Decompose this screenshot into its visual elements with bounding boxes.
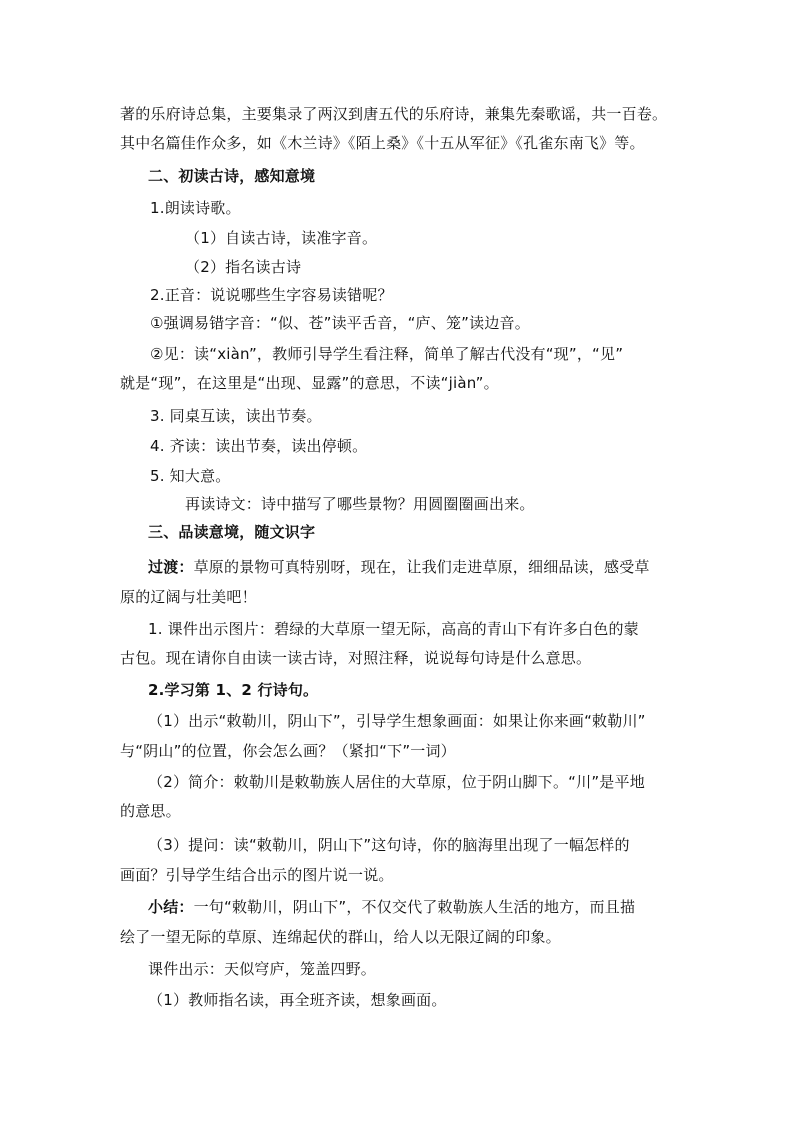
section-heading: 二、初读古诗，感知意境 bbox=[148, 167, 316, 185]
text-line: （1）教师指名读，再全班齐读，想象画面。 bbox=[148, 991, 447, 1009]
text-line: 画面？引导学生结合出示的图片说一说。 bbox=[120, 866, 394, 884]
text-line: 其中名篇佳作众多，如《木兰诗》《陌上桑》《十五从军征》《孔雀东南飞》等。 bbox=[120, 134, 645, 152]
text-line: 古包。现在请你自由读一读古诗，对照注释，说说每句诗是什么意思。 bbox=[120, 649, 592, 667]
text-line: 原的辽阔与壮美吧！ bbox=[120, 588, 257, 606]
text-line: 与“阴山”的位置，你会怎么画？（紧扣“下”一词） bbox=[120, 742, 456, 760]
text-line: 著的乐府诗总集，主要集录了两汉到唐五代的乐府诗，兼集先秦歌谣，共一百卷。 bbox=[120, 105, 668, 123]
text-line: 5. 知大意。 bbox=[150, 467, 231, 485]
text-line: 再读诗文：诗中描写了哪些景物？用圆圈圈画出来。 bbox=[185, 495, 535, 513]
text-line: ②见：读“xiàn”，教师引导学生看注释，简单了解古代没有“现”，“见” bbox=[150, 345, 624, 363]
subsection-heading: 2.学习第 1、2 行诗句。 bbox=[148, 681, 319, 699]
text-line: ①强调易错字音：“似、苍”读平舌音，“庐、笼”读边音。 bbox=[150, 314, 530, 332]
text-line: （2）指名读古诗 bbox=[185, 258, 302, 276]
text-line: 就是“现”，在这里是“出现、显露”的意思，不读“jiàn”。 bbox=[120, 374, 499, 392]
text-line bbox=[148, 557, 650, 577]
text-line: 4. 齐读：读出节奏，读出停顿。 bbox=[150, 437, 368, 455]
text-line: 2.正音：说说哪些生字容易读错呢？ bbox=[150, 286, 393, 304]
section-heading: 三、品读意境，随文识字 bbox=[148, 523, 316, 541]
transition-text: 草原的景物可真特别呀，现在，让我们走进草原，细细品读，感受草 bbox=[193, 558, 650, 576]
summary-text: 一句“敕勒川，阴山下”，不仅交代了敕勒族人生活的地方，而且描 bbox=[193, 898, 636, 916]
text-line: 课件出示：天似穹庐，笼盖四野。 bbox=[148, 960, 377, 978]
text-line bbox=[148, 897, 635, 917]
text-line: （1）自读古诗，读准字音。 bbox=[185, 229, 378, 247]
text-line: 1.朗读诗歌。 bbox=[150, 199, 241, 217]
text-line: （3）提问：读“敕勒川，阴山下”这句诗，你的脑海里出现了一幅怎样的 bbox=[148, 836, 630, 854]
text-line: 的意思。 bbox=[120, 802, 181, 820]
text-line: （2）简介：敕勒川是敕勒族人居住的大草原，位于阴山脚下。“川”是平地 bbox=[148, 773, 645, 791]
text-line: 1. 课件出示图片：碧绿的大草原一望无际，高高的青山下有许多白色的蒙 bbox=[148, 620, 639, 638]
summary-label: 小结： bbox=[148, 898, 194, 916]
text-line: 绘了一望无际的草原、连绵起伏的群山，给人以无限辽阔的印象。 bbox=[120, 928, 561, 946]
transition-label: 过渡： bbox=[148, 558, 194, 576]
text-line: （1）出示“敕勒川，阴山下”，引导学生想象画面：如果让你来画“敕勒川” bbox=[148, 712, 646, 730]
text-line: 3. 同桌互读，读出节奏。 bbox=[150, 407, 322, 425]
